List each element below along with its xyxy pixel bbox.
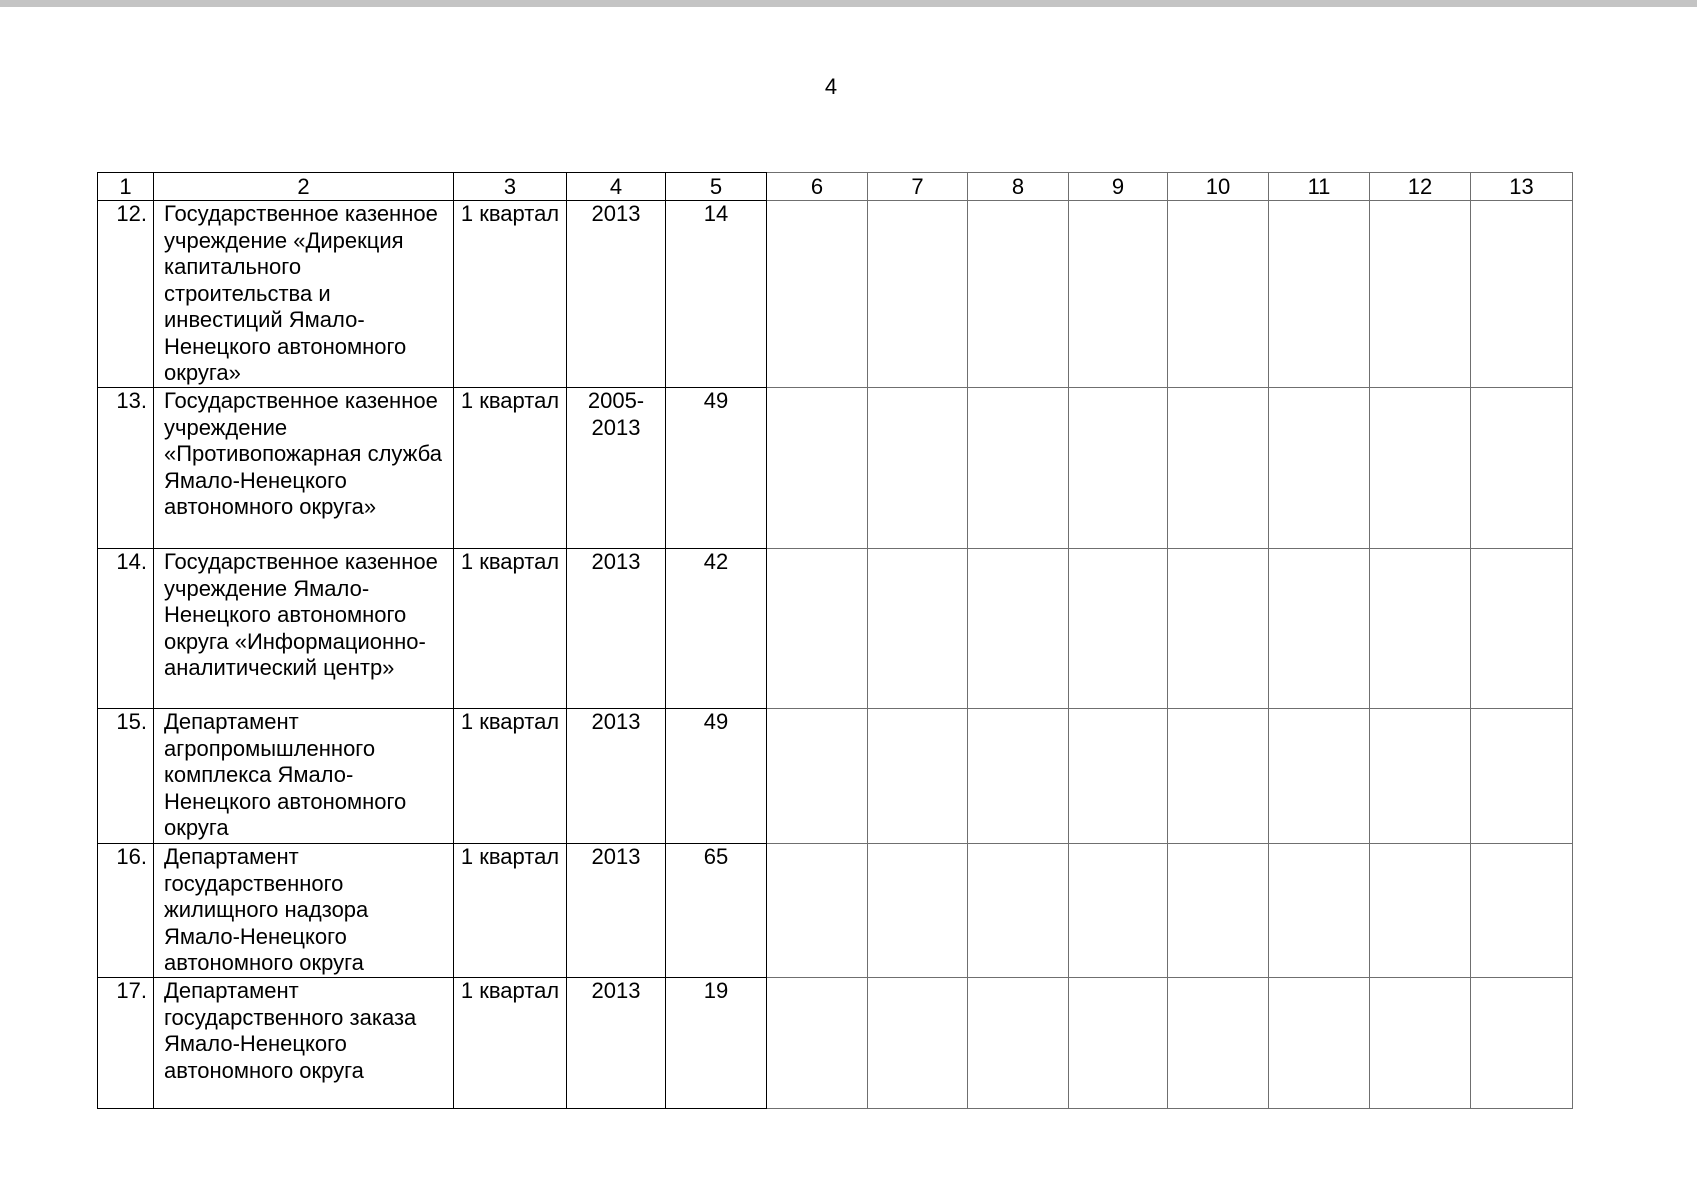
data-table <box>97 172 1573 1109</box>
empty-cell <box>1069 201 1168 388</box>
year-cell: 2013 <box>567 844 666 978</box>
row-number: 13. <box>98 388 154 549</box>
empty-cell <box>1069 709 1168 844</box>
empty-cell <box>767 844 868 978</box>
organization-name: Департамент агропромышленного комплекса Ямало-Ненецкого автономного округа <box>154 709 454 844</box>
header-row <box>98 173 1573 201</box>
empty-cell <box>1370 549 1471 709</box>
empty-cell <box>968 549 1069 709</box>
empty-cell <box>1168 709 1269 844</box>
header-cell: 1 <box>98 173 154 201</box>
header-cell: 5 <box>666 173 767 201</box>
table-row <box>98 201 1573 388</box>
empty-cell <box>868 388 968 549</box>
empty-cell <box>868 709 968 844</box>
row-number: 16. <box>98 844 154 978</box>
organization-name: Департамент государственного жилищного надзора Ямало-Ненецкого автономного округа <box>154 844 454 978</box>
empty-cell <box>1471 201 1573 388</box>
empty-cell <box>1069 844 1168 978</box>
organization-name: Государственное казенное учреждение «Противопожарная служба Ямало-Ненецкого автономного округа» <box>154 388 454 549</box>
empty-cell <box>1168 201 1269 388</box>
empty-cell <box>1069 978 1168 1109</box>
top-border-strip <box>0 0 1697 7</box>
table-row <box>98 388 1573 549</box>
empty-cell <box>968 709 1069 844</box>
header-cell: 13 <box>1471 173 1573 201</box>
empty-cell <box>1370 709 1471 844</box>
period-cell: 1 квартал <box>454 978 567 1109</box>
empty-cell <box>1069 388 1168 549</box>
empty-cell <box>968 978 1069 1109</box>
empty-cell <box>868 978 968 1109</box>
table-row <box>98 978 1573 1109</box>
count-cell: 49 <box>666 388 767 549</box>
table-row <box>98 844 1573 978</box>
empty-cell <box>1269 709 1370 844</box>
empty-cell <box>1168 844 1269 978</box>
header-cell: 7 <box>868 173 968 201</box>
year-cell: 2013 <box>567 201 666 388</box>
empty-cell <box>1069 549 1168 709</box>
count-cell: 49 <box>666 709 767 844</box>
organization-name: Государственное казенное учреждение Ямало-Ненецкого автономного округа «Информационно-аналитический центр» <box>154 549 454 709</box>
period-cell: 1 квартал <box>454 388 567 549</box>
empty-cell <box>1269 978 1370 1109</box>
empty-cell <box>1269 549 1370 709</box>
empty-cell <box>968 388 1069 549</box>
header-cell: 6 <box>767 173 868 201</box>
count-cell: 42 <box>666 549 767 709</box>
empty-cell <box>1269 388 1370 549</box>
empty-cell <box>1471 709 1573 844</box>
row-number: 17. <box>98 978 154 1109</box>
period-cell: 1 квартал <box>454 201 567 388</box>
count-cell: 14 <box>666 201 767 388</box>
header-cell: 9 <box>1069 173 1168 201</box>
header-cell: 4 <box>567 173 666 201</box>
row-number: 14. <box>98 549 154 709</box>
empty-cell <box>1471 388 1573 549</box>
empty-cell <box>868 201 968 388</box>
header-cell: 2 <box>154 173 454 201</box>
empty-cell <box>767 978 868 1109</box>
empty-cell <box>1471 844 1573 978</box>
count-cell: 65 <box>666 844 767 978</box>
empty-cell <box>1168 978 1269 1109</box>
organization-name: Государственное казенное учреждение «Дирекция капитального строительства и инвестиций Ямало-Ненецкого автономного округа» <box>154 201 454 388</box>
row-number: 12. <box>98 201 154 388</box>
empty-cell <box>1269 201 1370 388</box>
empty-cell <box>1471 978 1573 1109</box>
table-row <box>98 549 1573 709</box>
year-cell: 2013 <box>567 549 666 709</box>
empty-cell <box>968 844 1069 978</box>
empty-cell <box>1168 388 1269 549</box>
empty-cell <box>868 844 968 978</box>
empty-cell <box>1370 201 1471 388</box>
empty-cell <box>1269 844 1370 978</box>
page-number: 4 <box>824 74 838 99</box>
empty-cell <box>1370 388 1471 549</box>
table-row <box>98 709 1573 844</box>
period-cell: 1 квартал <box>454 709 567 844</box>
year-cell: 2005-2013 <box>567 388 666 549</box>
header-cell: 3 <box>454 173 567 201</box>
header-cell: 11 <box>1269 173 1370 201</box>
empty-cell <box>1471 549 1573 709</box>
empty-cell <box>1370 844 1471 978</box>
header-cell: 12 <box>1370 173 1471 201</box>
year-cell: 2013 <box>567 709 666 844</box>
organization-name: Департамент государственного заказа Ямало-Ненецкого автономного округа <box>154 978 454 1109</box>
empty-cell <box>1370 978 1471 1109</box>
empty-cell <box>968 201 1069 388</box>
header-cell: 8 <box>968 173 1069 201</box>
empty-cell <box>767 549 868 709</box>
count-cell: 19 <box>666 978 767 1109</box>
empty-cell <box>767 201 868 388</box>
empty-cell <box>868 549 968 709</box>
empty-cell <box>1168 549 1269 709</box>
empty-cell <box>767 709 868 844</box>
row-number: 15. <box>98 709 154 844</box>
period-cell: 1 квартал <box>454 844 567 978</box>
year-cell: 2013 <box>567 978 666 1109</box>
header-cell: 10 <box>1168 173 1269 201</box>
period-cell: 1 квартал <box>454 549 567 709</box>
empty-cell <box>767 388 868 549</box>
